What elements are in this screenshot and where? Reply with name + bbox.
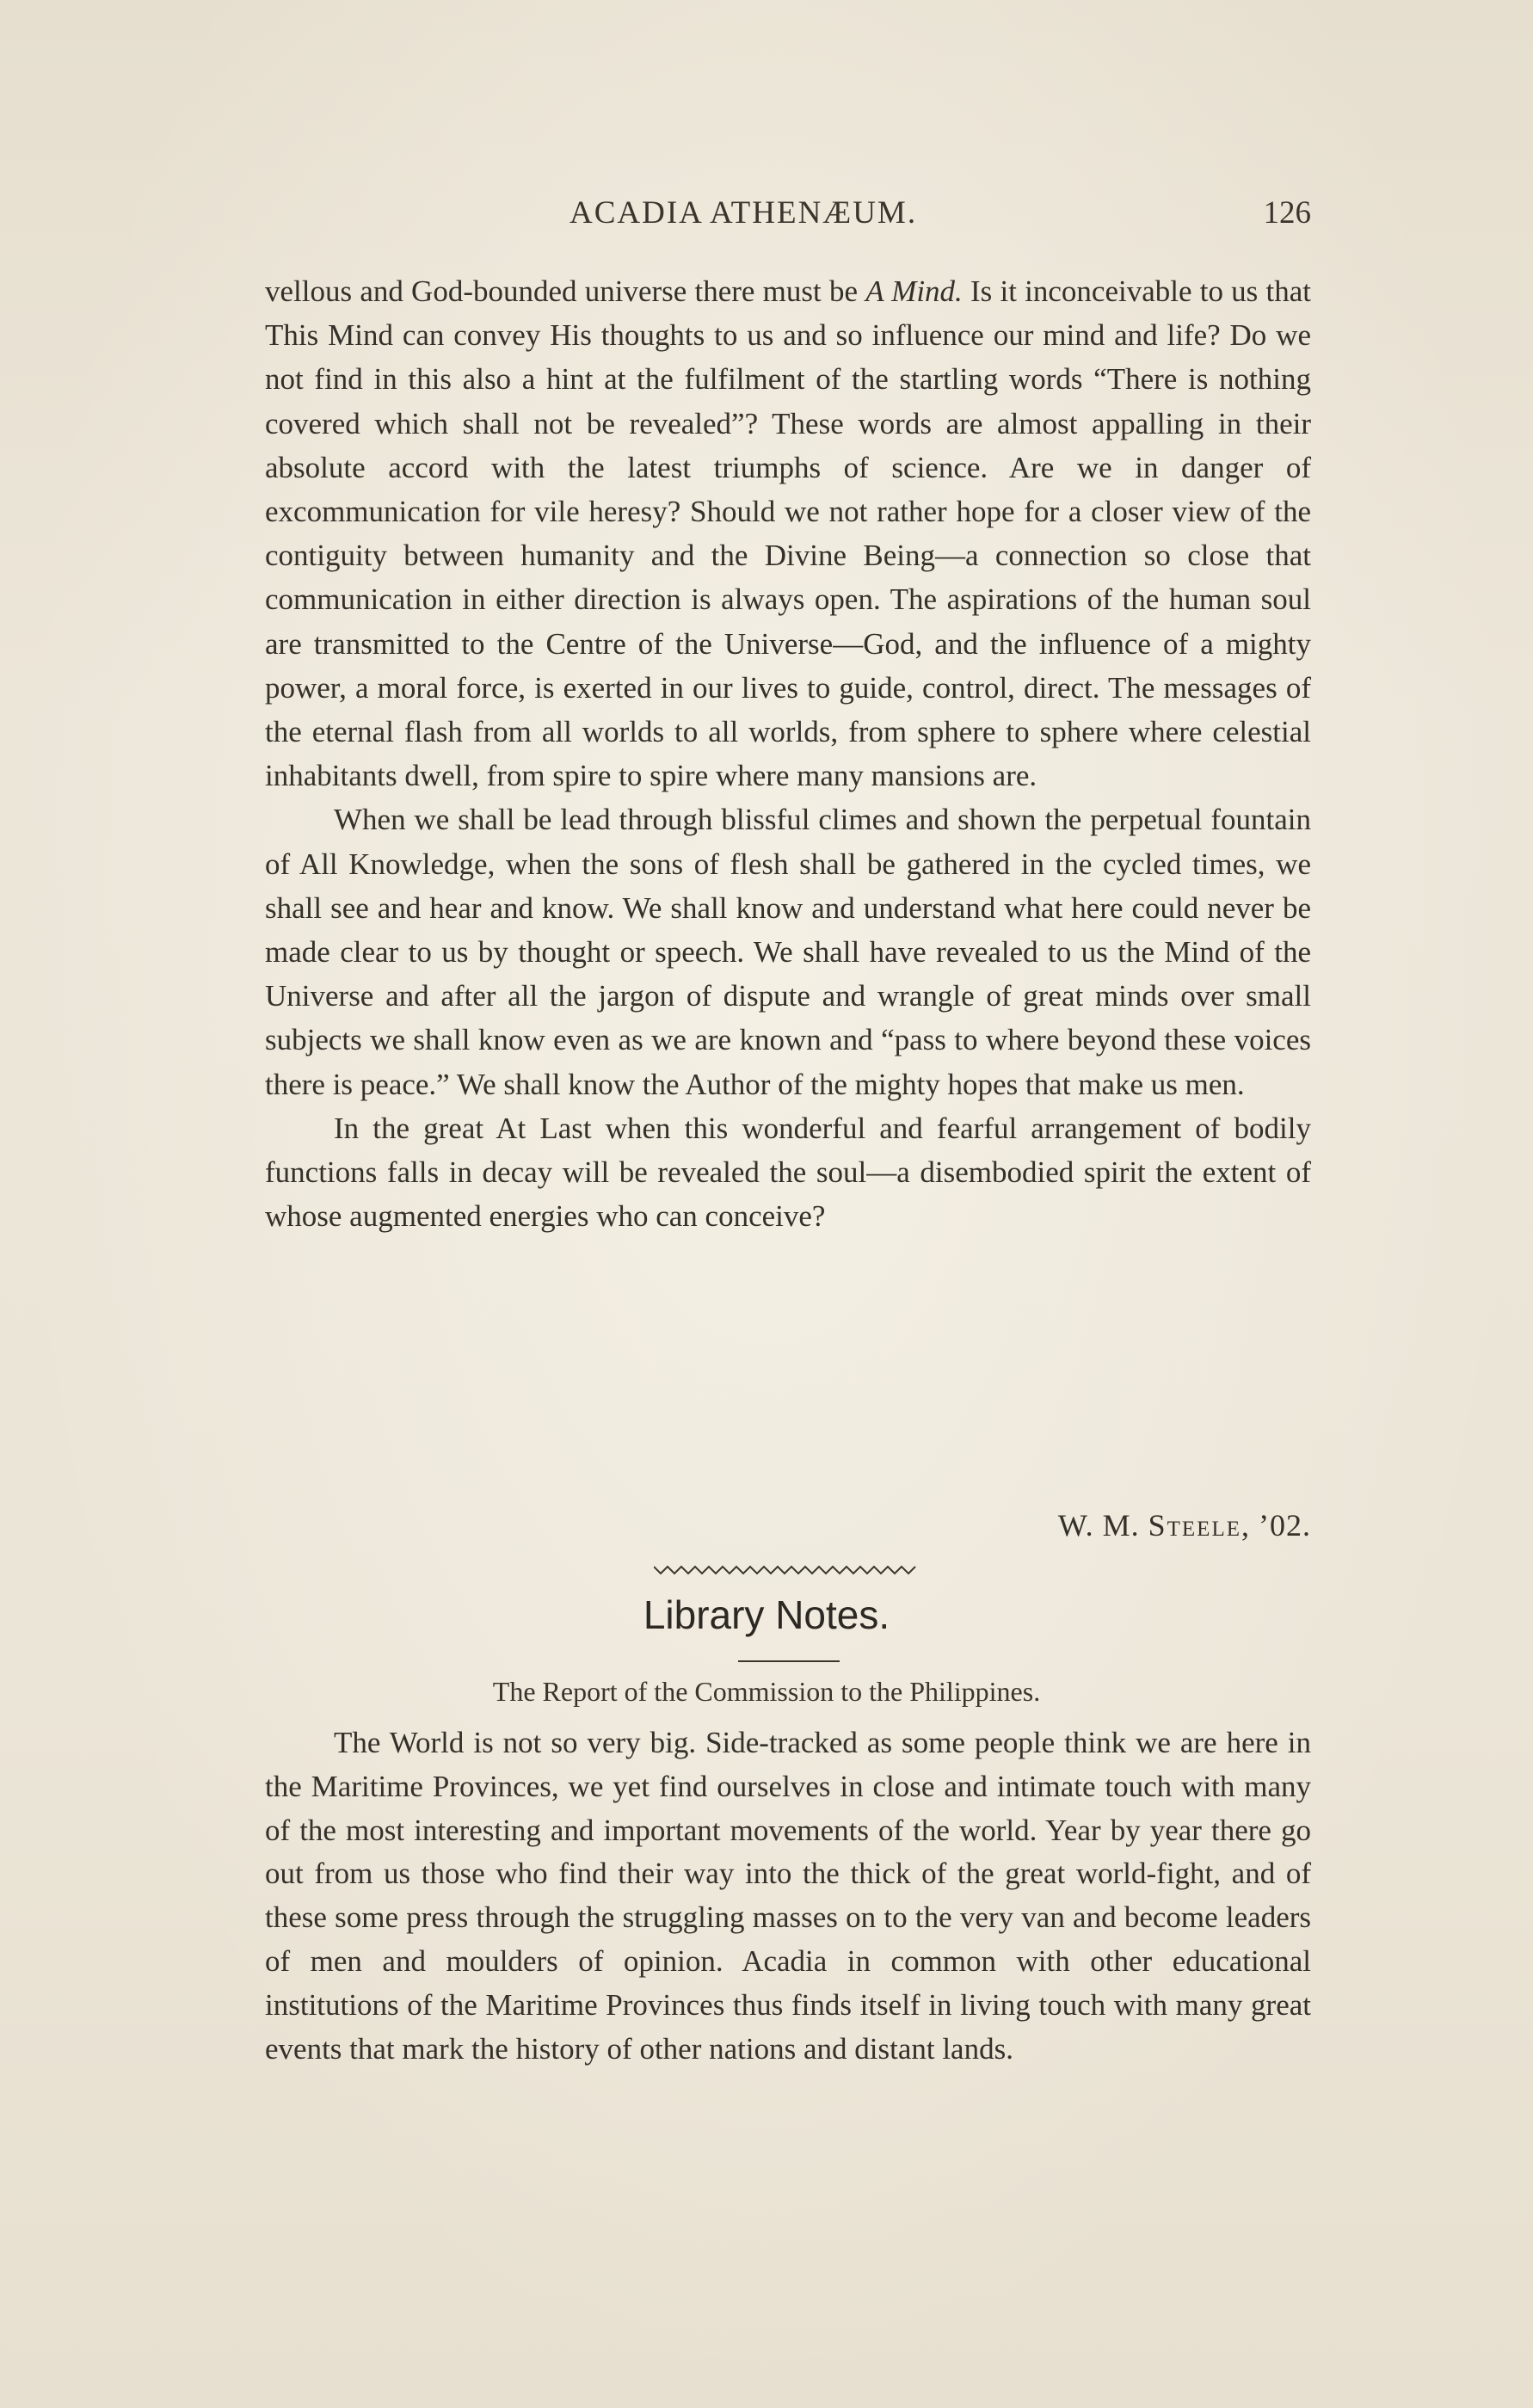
library-paragraph: The World is not so very big. Side-tracked as some people think we are here in the Maritime Provinces, we yet find ourselves in close and intimate touch with many of the most interesting and important movements of the world. Year by year there go out from us those who find their way into the thick of the great world-fight, and of these some press through the struggling masses on to the very van and become leaders of men and moulders of opinion. Acadia in common with other educational institutions of the Maritime Provinces thus finds itself in living touch with many great events that mark the history of other nations and distant lands. — [265, 1726, 1311, 2066]
article-paragraph-2: When we shall be lead through blissful climes and shown the perpetual fountain of All Knowledge, when the sons of flesh shall be gathered in the cycled times, we shall see and hear and know. We shall know and understand what here could never be made clear to us by thought or speech. We shall have revealed to us the Mind of the Universe and after all the jargon of dispute and wrangle of great minds over small subjects we shall know even as we are known and “pass to where beyond these voices there is peace.” We shall know the Author of the mighty hopes that make us men. — [265, 803, 1311, 1101]
page-number: 126 — [1263, 195, 1311, 231]
author-signature — [1058, 1507, 1311, 1543]
author-initials: W. M. — [1057, 1508, 1140, 1543]
ornamental-divider — [654, 1565, 917, 1575]
article-body — [265, 269, 1311, 1238]
library-body — [265, 1721, 1311, 2071]
article-paragraph-3: In the great At Last when this wonderful and fearful arrangement of bodily functions falls in decay will be revealed the soul—a disembodied spirit the extent of whose augmented energies who can conceive? — [265, 1111, 1311, 1234]
library-article-title: The Report of the Commission to the Philippines. — [492, 1676, 1041, 1707]
running-head: ACADIA ATHENÆUM. — [569, 195, 918, 231]
article-paragraph-1 — [265, 269, 1311, 798]
title-rule — [738, 1660, 840, 1662]
paragraph-text: Is it inconceivable to us that This Mind can convey His thoughts to us and so influence our mind and life? Do we not find in this also a hint at the fulfilment of the startling words “There is nothing covered which shall not be revealed”? These words are almost appalling in their absolute accord with the latest triumphs of science. Are we in danger of excommunication for vile heresy? Should we not rather hope for a closer view of the contiguity between humanity and the Divine Being—a connection so close that communication in either direction is always open. The aspirations of the human soul are transmitted to the Centre of the Universe—God, and the influence of a mighty power, a moral force, is exerted in our lives to guide, control, direct. The messages of the eternal flash from all worlds to all worlds, from sphere to sphere where celestial inhabitants dwell, from spire to spire where many mansions are. — [265, 274, 1311, 793]
divider-zigzag — [654, 1567, 915, 1574]
paragraph-text: vellous and God-bounded universe there must be — [265, 274, 866, 308]
section-title: Library Notes. — [643, 1592, 890, 1637]
page-header — [265, 194, 1311, 246]
emphasis-text: A Mind. — [865, 274, 963, 308]
author-class-year: , ’02. — [1241, 1508, 1311, 1543]
author-surname: Steele — [1148, 1508, 1241, 1543]
